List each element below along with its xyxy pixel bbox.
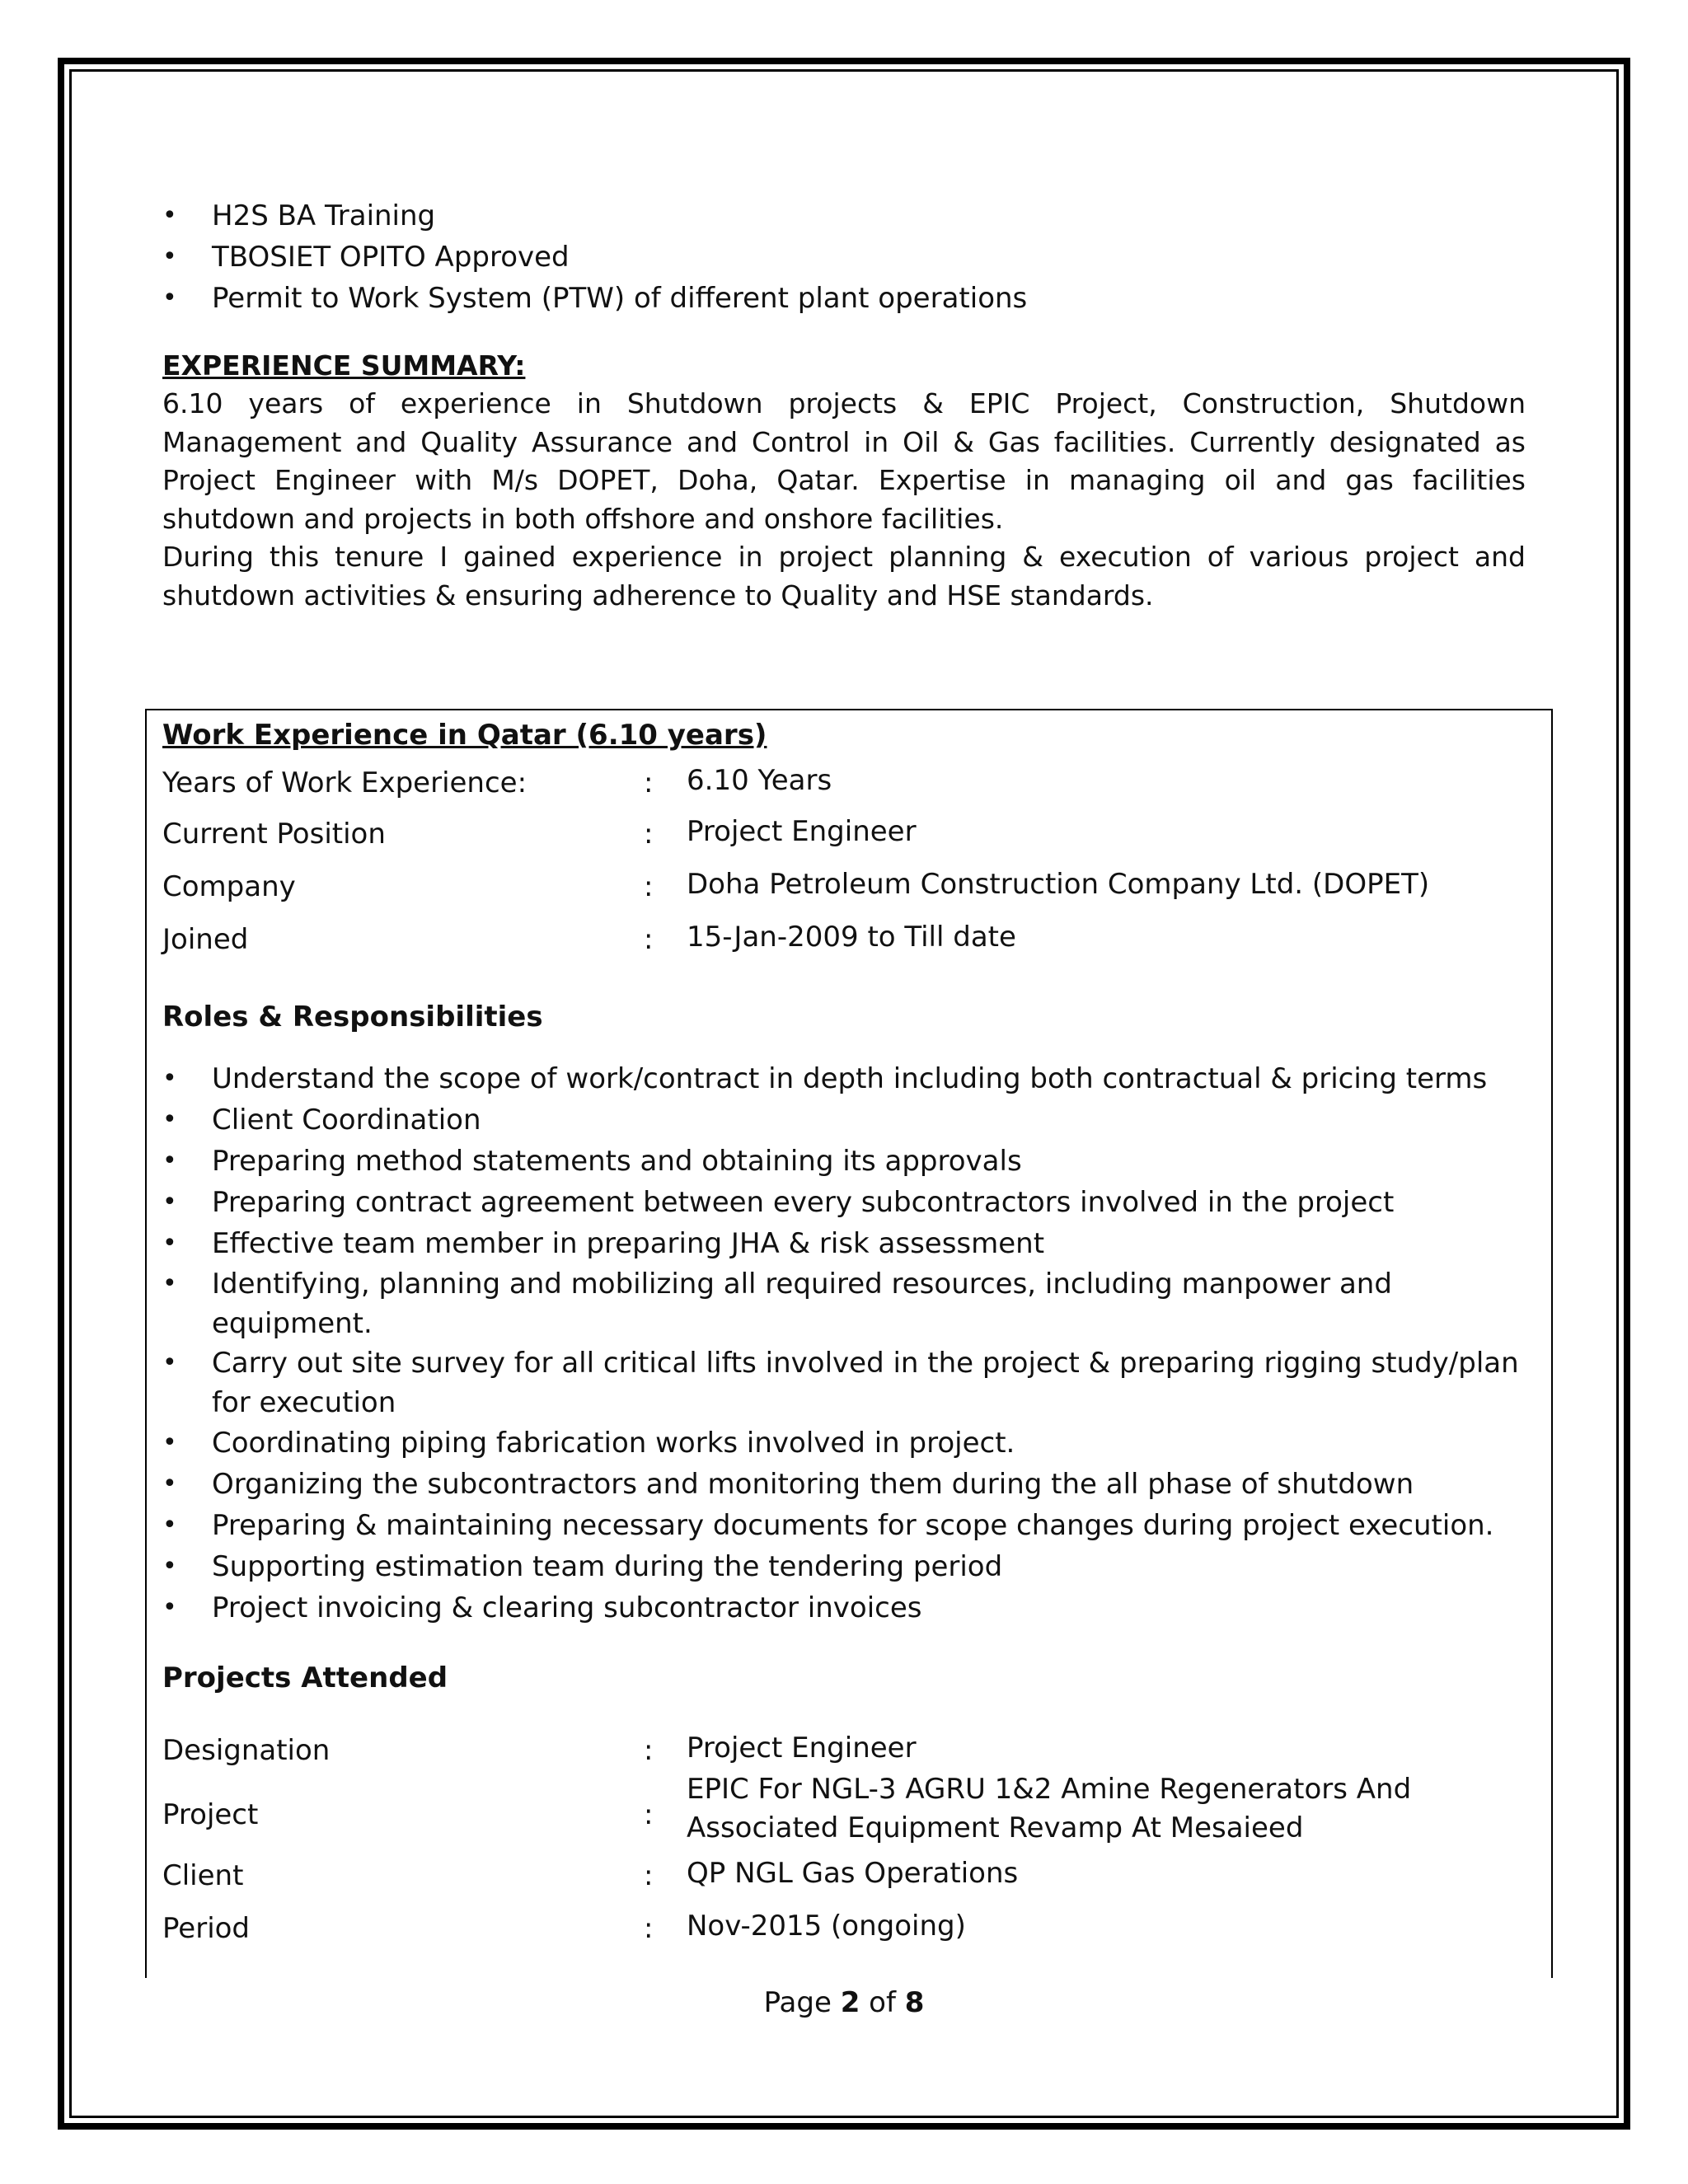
training-item: • TBOSIET OPITO Approved [162, 237, 1526, 278]
experience-summary-heading: EXPERIENCE SUMMARY: [162, 349, 526, 382]
training-list [162, 195, 1526, 319]
project-row-period [162, 1912, 1531, 1953]
project-separator: : [644, 1734, 654, 1767]
page-content [162, 195, 1526, 615]
detail-row-position [162, 815, 1531, 870]
project-label: Designation [162, 1734, 331, 1767]
page-footer [0, 1986, 1688, 2019]
roles-heading: Roles & Responsibilities [162, 1001, 543, 1033]
detail-separator: : [644, 766, 654, 799]
detail-label: Company [162, 870, 296, 903]
role-item: • Identifying, planning and mobilizing all required resources, including manpower and equipment. [162, 1264, 1531, 1343]
experience-summary-paragraph-2: During this tenure I gained experience in project planning & execution of various project and shutdown activities & ensuring adherence to Quality and HSE standards. [162, 541, 1526, 612]
roles-list [162, 1058, 1531, 1629]
project-value-line2: Associated Equipment Revamp At Mesaieed [687, 1811, 1304, 1844]
role-item: • Supporting estimation team during the tendering period [162, 1546, 1531, 1587]
project-row-project [162, 1773, 1531, 1859]
footer-prefix: Page [763, 1986, 832, 2019]
role-item: • Effective team member in preparing JHA & risk assessment [162, 1223, 1531, 1264]
project-label: Client [162, 1859, 244, 1892]
projects-heading: Projects Attended [162, 1661, 448, 1694]
experience-summary-paragraph: 6.10 years of experience in Shutdown projects & EPIC Project, Construction, Shutdown Management and Quality Assurance and Control in Oil & Gas facilities. Currently designated as Project Engineer with M/s DOPET, Doha, Qatar. Expertise in managing oil and gas facilities shutdown and projects in both offshore and onshore facilities. [162, 387, 1526, 535]
role-item: • Client Coordination [162, 1099, 1531, 1141]
role-item: • Preparing & maintaining necessary documents for scope changes during project execution. [162, 1505, 1531, 1546]
work-experience-title: Work Experience in Qatar (6.10 years) [162, 719, 767, 752]
footer-total-pages: 8 [904, 1986, 925, 2019]
project-label: Period [162, 1912, 251, 1945]
detail-separator: : [644, 818, 654, 851]
role-item: • Understand the scope of work/contract in depth including both contractual & pricing terms [162, 1058, 1531, 1099]
detail-separator: : [644, 923, 654, 956]
detail-value: 6.10 Years [687, 764, 832, 797]
project-separator: : [644, 1798, 654, 1831]
footer-current-page: 2 [840, 1986, 860, 2019]
detail-value: Project Engineer [687, 815, 917, 848]
role-item: • Organizing the subcontractors and monitoring them during the all phase of shutdown [162, 1464, 1531, 1505]
project-value: Nov-2015 (ongoing) [687, 1910, 966, 1943]
detail-value: 15-Jan-2009 to Till date [687, 921, 1016, 954]
project-value: QP NGL Gas Operations [687, 1857, 1019, 1890]
project-separator: : [644, 1912, 654, 1945]
detail-separator: : [644, 870, 654, 903]
detail-row-company [162, 870, 1531, 923]
project-separator: : [644, 1859, 654, 1892]
role-item: • Preparing contract agreement between every subcontractors involved in the project [162, 1182, 1531, 1223]
role-item: • Project invoicing & clearing subcontractor invoices [162, 1587, 1531, 1629]
role-item: • Coordinating piping fabrication works involved in project. [162, 1422, 1531, 1464]
detail-label: Current Position [162, 818, 386, 851]
project-row-client [162, 1859, 1531, 1912]
detail-value: Doha Petroleum Construction Company Ltd. (DOPET) [687, 868, 1430, 901]
work-experience-box [145, 709, 1553, 1978]
role-item: • Preparing method statements and obtaining its approvals [162, 1141, 1531, 1182]
detail-label: Years of Work Experience: [162, 766, 528, 799]
project-label: Project [162, 1798, 259, 1831]
footer-of: of [869, 1986, 896, 2019]
training-item: • H2S BA Training [162, 195, 1526, 237]
training-item: • Permit to Work System (PTW) of different plant operations [162, 278, 1526, 319]
role-item: • Carry out site survey for all critical lifts involved in the project & preparing rigging study/plan for execution [162, 1343, 1531, 1422]
detail-label: Joined [162, 923, 249, 956]
project-value-line1: EPIC For NGL-3 AGRU 1&2 Amine Regenerators And [687, 1773, 1412, 1806]
project-value: Project Engineer [687, 1732, 917, 1765]
detail-row-years [162, 766, 1531, 818]
detail-row-joined [162, 923, 1531, 1004]
